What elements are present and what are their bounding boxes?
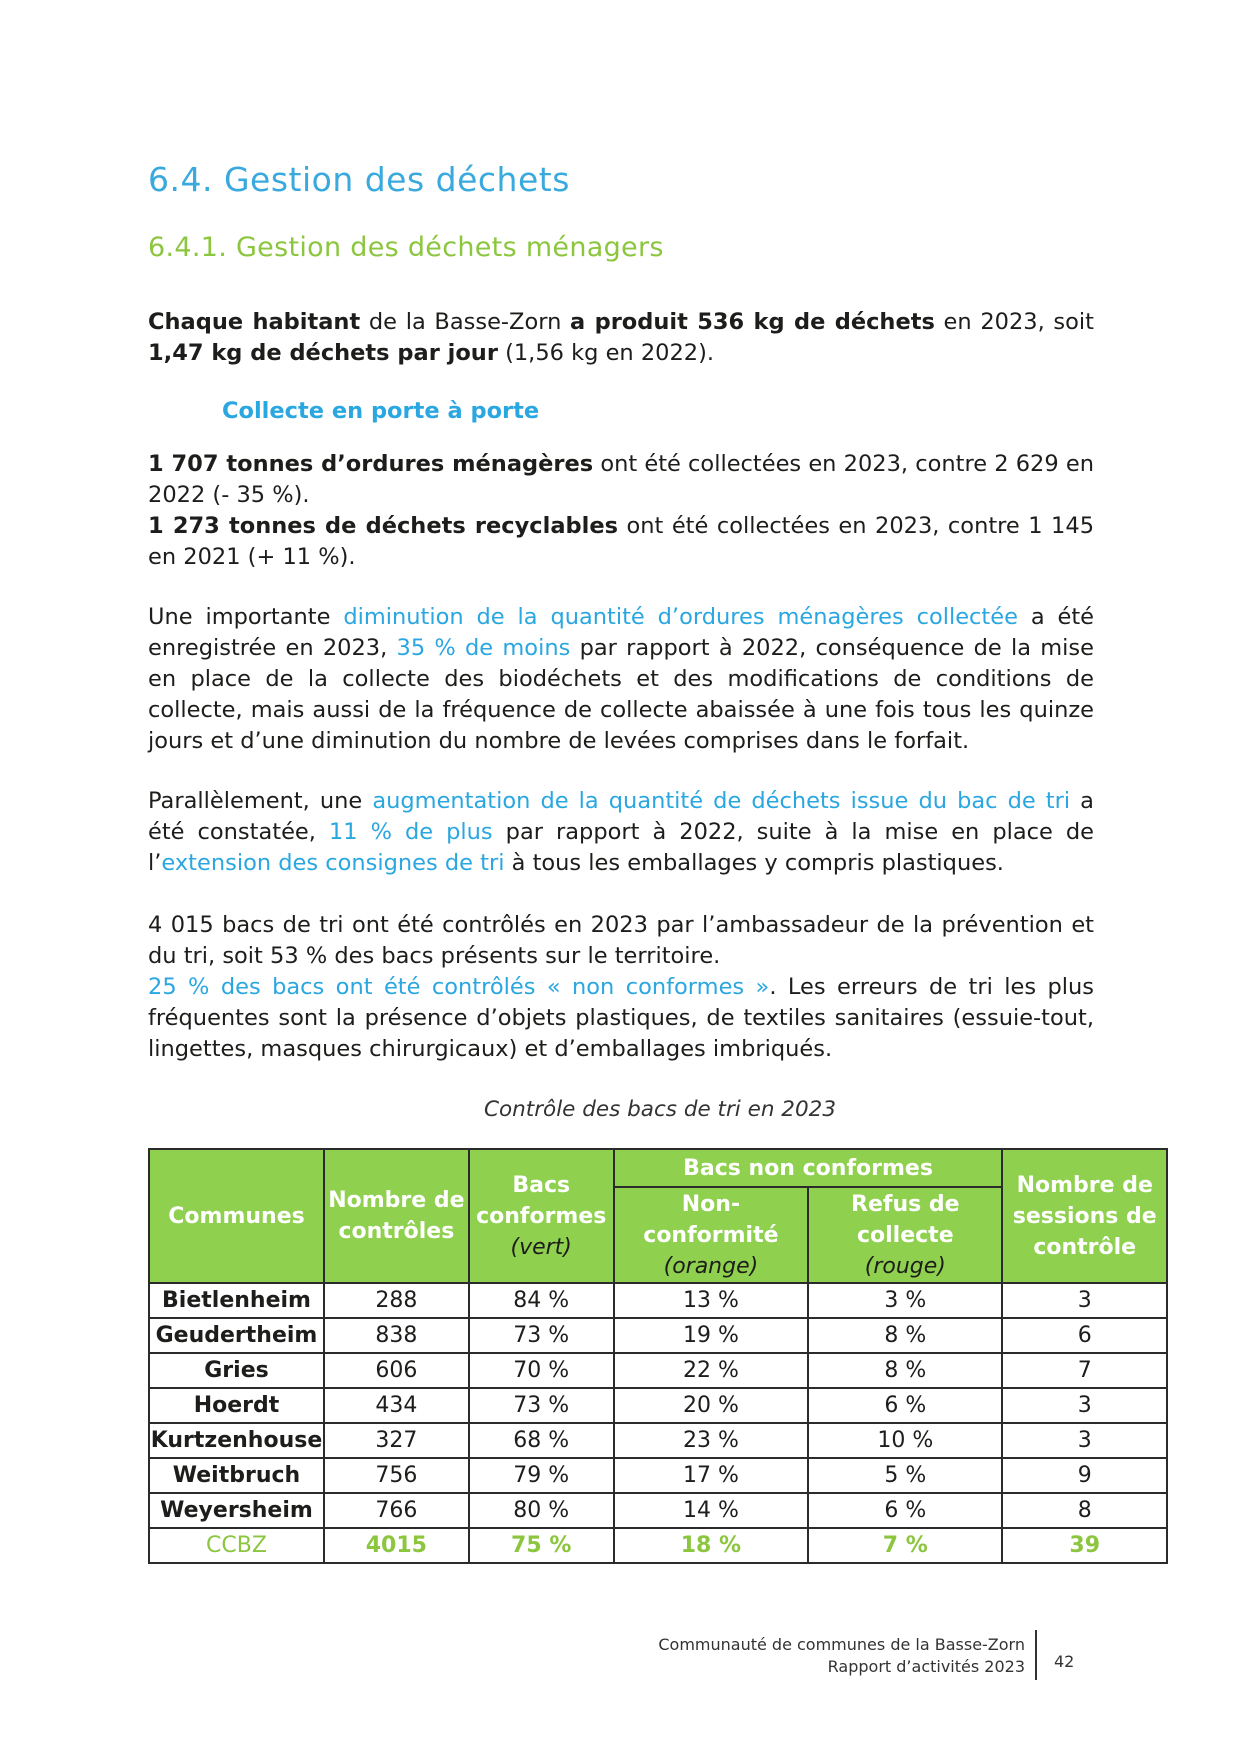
tonnage-om-bold: 1 707 tonnes d’ordures ménagères: [148, 451, 594, 477]
table-caption: Contrôle des bacs de tri en 2023: [483, 1097, 837, 1122]
cell-sessions: 7: [1002, 1353, 1167, 1388]
cell-sessions: 6: [1002, 1318, 1167, 1353]
tonnage-recyclables-text: ont été collectées en 2023, contre 1 145 en 2021 (+ 11 %).: [148, 513, 1095, 570]
augmentation-paragraph: [148, 786, 1094, 879]
cell-controles: 288: [324, 1283, 469, 1318]
cell-controles: 434: [324, 1388, 469, 1423]
augmentation-text-3: par rapport à 2022, suite à la mise en place de l’: [148, 819, 1095, 876]
intro-bold-3: 1,47 kg de déchets par jour: [148, 340, 498, 366]
cell-non-conformite: 13 %: [614, 1283, 809, 1318]
cell-sessions: 9: [1002, 1458, 1167, 1493]
page-footer: [658, 1634, 1025, 1678]
cell-commune: Kurtzenhouse: [149, 1423, 324, 1458]
table-row: [149, 1353, 1167, 1388]
augmentation-highlight-3: extension des consignes de tri: [161, 850, 505, 876]
augmentation-text-2: a été constatée,: [148, 788, 1094, 845]
cell-controles-total: 4015: [324, 1528, 469, 1563]
intro-text-2: en 2023, soit: [934, 309, 1094, 335]
intro-text-1: de la Basse-Zorn: [360, 309, 571, 335]
table-row: [149, 1493, 1167, 1528]
diminution-paragraph: [148, 602, 1094, 757]
controle-highlight: 25 % des bacs ont été contrôlés « non conformes »: [148, 974, 770, 1000]
header-non-conformite-note: (orange): [663, 1253, 759, 1279]
header-sessions: Nombre de sessions de contrôle: [1002, 1149, 1167, 1283]
cell-commune-total: CCBZ: [149, 1528, 324, 1563]
cell-conformes: 73 %: [469, 1318, 614, 1353]
subsection-title: 6.4.1. Gestion des déchets ménagers: [148, 232, 664, 263]
diminution-text-2: a été enregistrée en 2023,: [148, 604, 1094, 661]
header-refus-collecte-label: Refus de collecte: [851, 1191, 960, 1248]
cell-sessions: 3: [1002, 1423, 1167, 1458]
header-bacs-conformes-label: Bacs conformes: [476, 1172, 607, 1229]
footer-organisation: Communauté de communes de la Basse-Zorn: [658, 1635, 1025, 1654]
tonnage-recyclables-bold: 1 273 tonnes de déchets recyclables: [148, 513, 618, 539]
section-title: 6.4. Gestion des déchets: [148, 160, 570, 199]
footer-divider: [1035, 1630, 1037, 1680]
table-row: [149, 1283, 1167, 1318]
controle-paragraph: [148, 910, 1094, 1065]
table-row: [149, 1458, 1167, 1493]
footer-report-title: Rapport d’activités 2023: [827, 1657, 1025, 1676]
cell-conformes: 79 %: [469, 1458, 614, 1493]
cell-non-conformite: 17 %: [614, 1458, 809, 1493]
cell-refus: 5 %: [808, 1458, 1002, 1493]
augmentation-highlight-1: augmentation de la quantité de déchets issue du bac de tri: [372, 788, 1071, 814]
cell-sessions: 3: [1002, 1283, 1167, 1318]
header-refus-collecte-note: (rouge): [864, 1253, 946, 1279]
header-bacs-conformes: [469, 1149, 614, 1283]
header-non-conformes-group: Bacs non conformes: [614, 1149, 1003, 1187]
cell-controles: 327: [324, 1423, 469, 1458]
cell-controles: 756: [324, 1458, 469, 1493]
header-bacs-conformes-note: (vert): [510, 1234, 572, 1260]
controle-text-2: . Les erreurs de tri les plus fréquentes sont la présence d’objets plastiques, de textiles sanitaires (essuie-tout, lingettes, masques chirurgicaux) et d’emballages imbriqués.: [148, 974, 1094, 1062]
cell-refus: 10 %: [808, 1423, 1002, 1458]
controle-table: [148, 1148, 1168, 1564]
cell-sessions-total: 39: [1002, 1528, 1167, 1563]
cell-non-conformite-total: 18 %: [614, 1528, 809, 1563]
cell-sessions: 8: [1002, 1493, 1167, 1528]
diminution-text-1: Une importante: [148, 604, 344, 630]
diminution-highlight-2: 35 % de moins: [396, 635, 571, 661]
cell-commune: Bietlenheim: [149, 1283, 324, 1318]
augmentation-text-4: à tous les emballages y compris plastiques.: [504, 850, 1004, 876]
cell-non-conformite: 14 %: [614, 1493, 809, 1528]
collecte-subheading: Collecte en porte à porte: [222, 398, 540, 424]
cell-non-conformite: 20 %: [614, 1388, 809, 1423]
header-non-conformite: [614, 1187, 809, 1283]
cell-non-conformite: 22 %: [614, 1353, 809, 1388]
cell-refus-total: 7 %: [808, 1528, 1002, 1563]
augmentation-text-1: Parallèlement, une: [148, 788, 373, 814]
cell-refus: 8 %: [808, 1353, 1002, 1388]
diminution-text-3: par rapport à 2022, conséquence de la mise en place de la collecte des biodéchets et des modifications de conditions de collecte, mais aussi de la fréquence de collecte abaissée à une fois tous les quinze jours et d’une diminution du nombre de levées comprises dans le forfait.: [148, 635, 1094, 754]
cell-commune: Geudertheim: [149, 1318, 324, 1353]
cell-conformes-total: 75 %: [469, 1528, 614, 1563]
header-non-conformite-label: Non-conformité: [643, 1191, 779, 1248]
cell-commune: Hoerdt: [149, 1388, 324, 1423]
table-row: [149, 1318, 1167, 1353]
intro-bold-2: a produit 536 kg de déchets: [570, 309, 935, 335]
cell-refus: 8 %: [808, 1318, 1002, 1353]
intro-paragraph: [148, 307, 1094, 369]
intro-bold-1: Chaque habitant: [148, 309, 361, 335]
table-row: [149, 1388, 1167, 1423]
intro-text-3: (1,56 kg en 2022).: [497, 340, 715, 366]
cell-controles: 838: [324, 1318, 469, 1353]
cell-controles: 766: [324, 1493, 469, 1528]
cell-conformes: 84 %: [469, 1283, 614, 1318]
cell-conformes: 68 %: [469, 1423, 614, 1458]
cell-refus: 6 %: [808, 1493, 1002, 1528]
cell-controles: 606: [324, 1353, 469, 1388]
cell-commune: Weitbruch: [149, 1458, 324, 1493]
cell-conformes: 70 %: [469, 1353, 614, 1388]
table-total-row: [149, 1528, 1167, 1563]
cell-commune: Gries: [149, 1353, 324, 1388]
cell-conformes: 80 %: [469, 1493, 614, 1528]
cell-non-conformite: 23 %: [614, 1423, 809, 1458]
cell-sessions: 3: [1002, 1388, 1167, 1423]
header-refus-collecte: [808, 1187, 1002, 1283]
tonnage-om-text: ont été collectées en 2023, contre 2 629 en 2022 (- 35 %).: [148, 451, 1094, 508]
header-nombre-controles: Nombre de contrôles: [324, 1149, 469, 1283]
cell-refus: 3 %: [808, 1283, 1002, 1318]
controle-text-1: 4 015 bacs de tri ont été contrôlés en 2023 par l’ambassadeur de la prévention et du tri, soit 53 % des bacs présents sur le territoire.: [148, 912, 1094, 969]
header-communes: Communes: [149, 1149, 324, 1283]
cell-non-conformite: 19 %: [614, 1318, 809, 1353]
table-row: [149, 1423, 1167, 1458]
tonnage-paragraph: [148, 449, 1094, 573]
cell-conformes: 73 %: [469, 1388, 614, 1423]
cell-refus: 6 %: [808, 1388, 1002, 1423]
page-number: 42: [1054, 1652, 1075, 1671]
diminution-highlight-1: diminution de la quantité d’ordures ménagères collectée: [343, 604, 1018, 630]
cell-commune: Weyersheim: [149, 1493, 324, 1528]
augmentation-highlight-2: 11 % de plus: [328, 819, 493, 845]
